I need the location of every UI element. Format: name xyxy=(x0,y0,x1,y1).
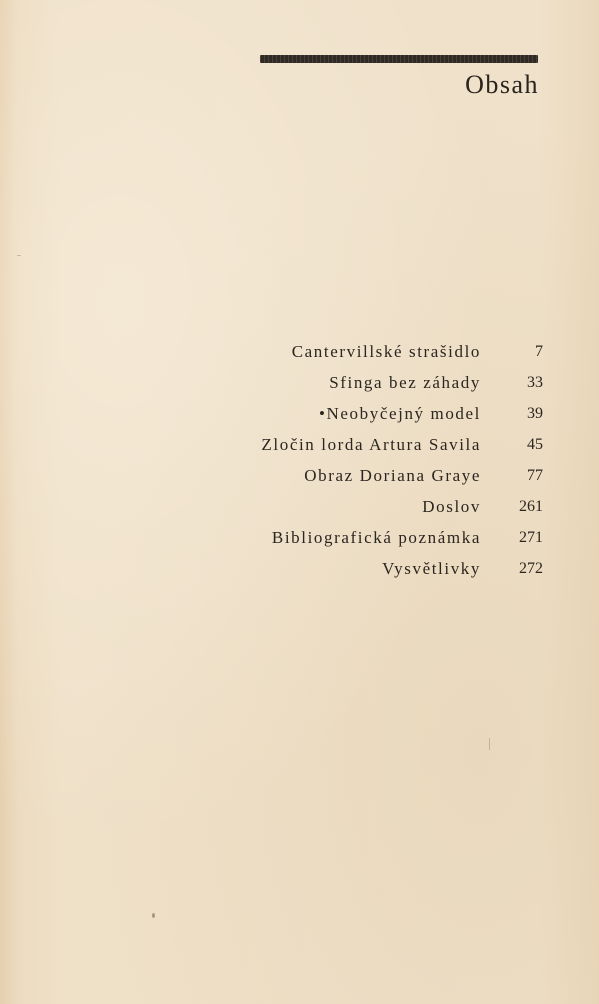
toc-entry-page: 261 xyxy=(519,498,543,515)
page-title: Obsah xyxy=(465,70,539,99)
toc-entry xyxy=(0,402,599,433)
toc-entry-title: Bibliografická poznámka xyxy=(271,528,481,547)
toc-entry xyxy=(0,433,599,464)
toc-entry-page: 272 xyxy=(519,560,543,577)
table-of-contents xyxy=(0,340,599,588)
toc-entry xyxy=(0,495,599,526)
paper-speck xyxy=(17,255,21,256)
toc-entry-title: Zločin lorda Artura Savila xyxy=(261,435,481,454)
toc-entry-page: 77 xyxy=(527,467,543,484)
toc-entry-title: Obraz Doriana Graye xyxy=(304,466,481,485)
toc-entry-page: 33 xyxy=(527,374,543,391)
toc-entry-title: •Neobyčejný model xyxy=(318,404,481,423)
toc-entry-page: 271 xyxy=(519,529,543,546)
toc-entry-page: 39 xyxy=(527,405,543,422)
toc-entry xyxy=(0,557,599,588)
toc-entry-title: Vysvětlivky xyxy=(382,559,481,578)
toc-entry-title: Doslov xyxy=(422,497,481,516)
toc-entry-title: Cantervillské strašidlo xyxy=(291,342,481,361)
toc-entry xyxy=(0,464,599,495)
toc-entry xyxy=(0,371,599,402)
decorative-rule xyxy=(260,55,538,63)
paper-speck xyxy=(152,913,155,918)
paper-speck xyxy=(489,738,490,750)
toc-entry-page: 45 xyxy=(527,436,543,453)
toc-entry xyxy=(0,526,599,557)
toc-entry xyxy=(0,340,599,371)
toc-entry-title: Sfinga bez záhady xyxy=(329,373,481,392)
toc-entry-page: 7 xyxy=(535,343,543,360)
